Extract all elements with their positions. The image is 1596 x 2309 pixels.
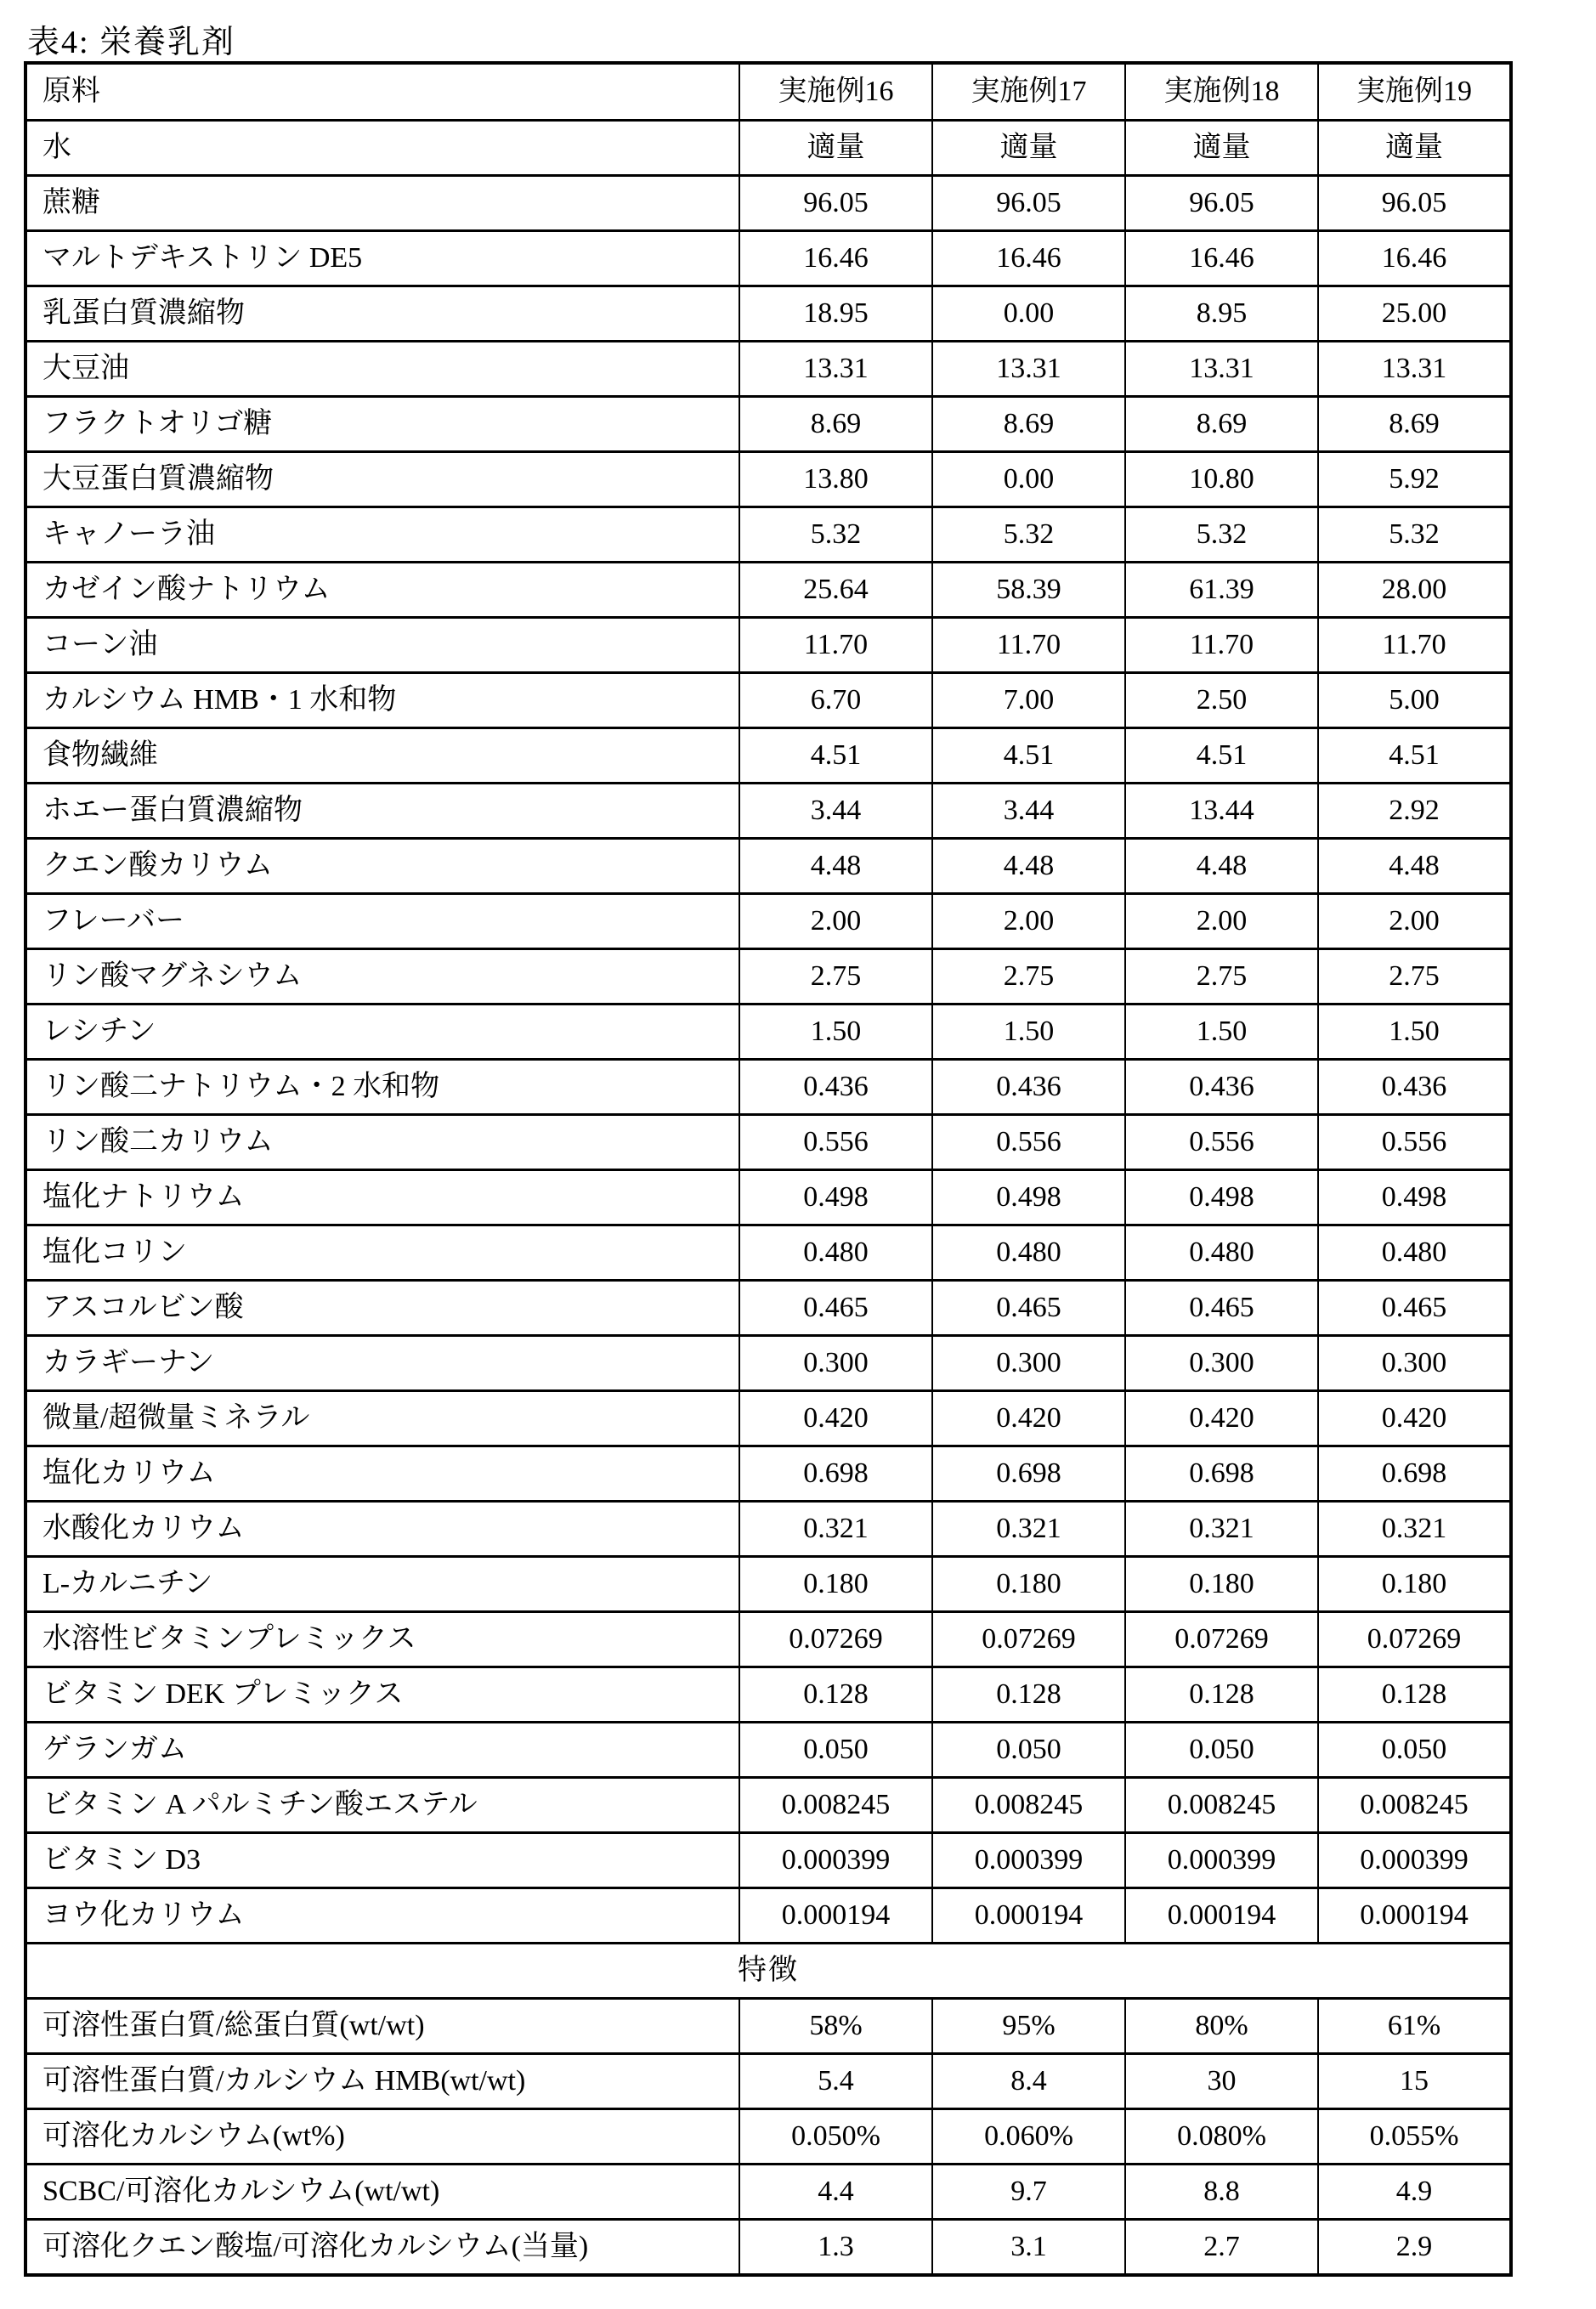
- value-cell: 1.50: [1125, 1005, 1318, 1060]
- column-header-example-19: 実施例19: [1318, 63, 1511, 121]
- value-cell: 4.48: [1318, 839, 1511, 894]
- row-label-cell: カルシウム HMB・1 水和物: [25, 673, 739, 728]
- value-cell: 8.69: [739, 397, 932, 452]
- row-label-cell: 可溶性蛋白質/総蛋白質(wt/wt): [25, 1999, 739, 2054]
- row-label-cell: カラギーナン: [25, 1336, 739, 1391]
- value-cell: 61%: [1318, 1999, 1511, 2054]
- value-cell: 5.32: [739, 507, 932, 563]
- value-cell: 0.420: [1318, 1391, 1511, 1446]
- row-label-cell: ビタミン A パルミチン酸エステル: [25, 1778, 739, 1833]
- value-cell: 0.128: [1318, 1667, 1511, 1723]
- ingredient-row: [25, 1225, 1511, 1281]
- value-cell: 0.480: [1125, 1225, 1318, 1281]
- value-cell: 3.44: [932, 784, 1125, 839]
- ingredient-row: [25, 1446, 1511, 1502]
- value-cell: 61.39: [1125, 563, 1318, 618]
- value-cell: 0.050: [932, 1723, 1125, 1778]
- value-cell: 13.31: [932, 342, 1125, 397]
- row-label-cell: 微量/超微量ミネラル: [25, 1391, 739, 1446]
- value-cell: 11.70: [1125, 618, 1318, 673]
- value-cell: 0.008245: [1318, 1778, 1511, 1833]
- value-cell: 2.00: [932, 894, 1125, 949]
- ingredient-row: [25, 1060, 1511, 1115]
- value-cell: 0.000194: [1125, 1888, 1318, 1944]
- value-cell: 0.480: [739, 1225, 932, 1281]
- value-cell: 2.7: [1125, 2220, 1318, 2276]
- value-cell: 0.480: [1318, 1225, 1511, 1281]
- value-cell: 4.51: [1125, 728, 1318, 784]
- value-cell: 96.05: [739, 176, 932, 231]
- value-cell: 13.80: [739, 452, 932, 507]
- value-cell: 0.498: [1125, 1170, 1318, 1225]
- value-cell: 13.31: [1318, 342, 1511, 397]
- value-cell: 0.321: [1125, 1502, 1318, 1557]
- value-cell: 9.7: [932, 2165, 1125, 2220]
- value-cell: 適量: [1125, 121, 1318, 176]
- ingredient-row: [25, 949, 1511, 1005]
- value-cell: 4.48: [739, 839, 932, 894]
- row-label-cell: ホエー蛋白質濃縮物: [25, 784, 739, 839]
- section-header-label: 特徴: [25, 1944, 1511, 1999]
- ingredient-row: [25, 618, 1511, 673]
- value-cell: 8.8: [1125, 2165, 1318, 2220]
- value-cell: 0.300: [932, 1336, 1125, 1391]
- value-cell: 0.008245: [739, 1778, 932, 1833]
- value-cell: 5.32: [932, 507, 1125, 563]
- column-header-example-18: 実施例18: [1125, 63, 1318, 121]
- value-cell: 0.000399: [1318, 1833, 1511, 1888]
- value-cell: 0.00: [932, 286, 1125, 342]
- value-cell: 0.698: [1318, 1446, 1511, 1502]
- value-cell: 0.050: [739, 1723, 932, 1778]
- row-label-cell: レシチン: [25, 1005, 739, 1060]
- row-label-cell: 大豆油: [25, 342, 739, 397]
- value-cell: 2.00: [1318, 894, 1511, 949]
- value-cell: 0.000399: [932, 1833, 1125, 1888]
- value-cell: 28.00: [1318, 563, 1511, 618]
- value-cell: 0.300: [739, 1336, 932, 1391]
- feature-row: [25, 2054, 1511, 2109]
- value-cell: 0.180: [1125, 1557, 1318, 1612]
- value-cell: 0.050%: [739, 2109, 932, 2165]
- value-cell: 1.50: [1318, 1005, 1511, 1060]
- row-label-cell: 塩化コリン: [25, 1225, 739, 1281]
- ingredient-row: [25, 673, 1511, 728]
- row-label-cell: 食物繊維: [25, 728, 739, 784]
- row-label-cell: SCBC/可溶化カルシウム(wt/wt): [25, 2165, 739, 2220]
- value-cell: 0.436: [739, 1060, 932, 1115]
- value-cell: 2.75: [932, 949, 1125, 1005]
- value-cell: 0.498: [739, 1170, 932, 1225]
- feature-row: [25, 2165, 1511, 2220]
- ingredient-row: [25, 1778, 1511, 1833]
- value-cell: 0.07269: [1125, 1612, 1318, 1667]
- feature-row: [25, 1999, 1511, 2054]
- value-cell: 8.69: [1125, 397, 1318, 452]
- value-cell: 96.05: [932, 176, 1125, 231]
- value-cell: 0.180: [739, 1557, 932, 1612]
- value-cell: 0.080%: [1125, 2109, 1318, 2165]
- value-cell: 2.75: [1125, 949, 1318, 1005]
- value-cell: 0.050: [1125, 1723, 1318, 1778]
- value-cell: 58.39: [932, 563, 1125, 618]
- value-cell: 0.698: [932, 1446, 1125, 1502]
- row-label-cell: ゲランガム: [25, 1723, 739, 1778]
- ingredient-row: [25, 1391, 1511, 1446]
- value-cell: 4.48: [932, 839, 1125, 894]
- value-cell: 0.420: [932, 1391, 1125, 1446]
- value-cell: 0.436: [1318, 1060, 1511, 1115]
- value-cell: 5.4: [739, 2054, 932, 2109]
- section-header-row: [25, 1944, 1511, 1999]
- value-cell: 8.4: [932, 2054, 1125, 2109]
- ingredient-row: [25, 784, 1511, 839]
- ingredient-row: [25, 1005, 1511, 1060]
- ingredient-row: [25, 728, 1511, 784]
- value-cell: 0.420: [1125, 1391, 1318, 1446]
- value-cell: 0.465: [1125, 1281, 1318, 1336]
- value-cell: 96.05: [1318, 176, 1511, 231]
- ingredient-row: [25, 121, 1511, 176]
- value-cell: 0.300: [1125, 1336, 1318, 1391]
- value-cell: 13.44: [1125, 784, 1318, 839]
- value-cell: 1.3: [739, 2220, 932, 2276]
- row-label-cell: カゼイン酸ナトリウム: [25, 563, 739, 618]
- row-label-cell: マルトデキストリン DE5: [25, 231, 739, 286]
- value-cell: 0.321: [932, 1502, 1125, 1557]
- ingredient-row: [25, 1667, 1511, 1723]
- row-label-cell: 大豆蛋白質濃縮物: [25, 452, 739, 507]
- value-cell: 2.9: [1318, 2220, 1511, 2276]
- value-cell: 1.50: [739, 1005, 932, 1060]
- ingredient-row: [25, 1723, 1511, 1778]
- feature-row: [25, 2220, 1511, 2276]
- value-cell: 11.70: [739, 618, 932, 673]
- row-label-cell: キャノーラ油: [25, 507, 739, 563]
- value-cell: 0.556: [1318, 1115, 1511, 1170]
- value-cell: 0.00: [932, 452, 1125, 507]
- value-cell: 8.69: [1318, 397, 1511, 452]
- value-cell: 0.000399: [739, 1833, 932, 1888]
- value-cell: 0.000194: [932, 1888, 1125, 1944]
- row-label-cell: 可溶性蛋白質/カルシウム HMB(wt/wt): [25, 2054, 739, 2109]
- ingredient-row: [25, 1281, 1511, 1336]
- value-cell: 8.69: [932, 397, 1125, 452]
- value-cell: 5.32: [1318, 507, 1511, 563]
- value-cell: 13.31: [739, 342, 932, 397]
- row-label-cell: フラクトオリゴ糖: [25, 397, 739, 452]
- ingredient-row: [25, 839, 1511, 894]
- value-cell: 0.698: [739, 1446, 932, 1502]
- value-cell: 0.000194: [739, 1888, 932, 1944]
- row-label-cell: リン酸二カリウム: [25, 1115, 739, 1170]
- row-label-cell: 蔗糖: [25, 176, 739, 231]
- value-cell: 4.4: [739, 2165, 932, 2220]
- row-label-cell: 水酸化カリウム: [25, 1502, 739, 1557]
- value-cell: 0.556: [739, 1115, 932, 1170]
- value-cell: 適量: [932, 121, 1125, 176]
- value-cell: 0.000399: [1125, 1833, 1318, 1888]
- value-cell: 2.00: [739, 894, 932, 949]
- ingredient-row: [25, 1557, 1511, 1612]
- value-cell: 3.1: [932, 2220, 1125, 2276]
- ingredient-row: [25, 563, 1511, 618]
- value-cell: 0.128: [739, 1667, 932, 1723]
- ingredient-row: [25, 342, 1511, 397]
- value-cell: 16.46: [739, 231, 932, 286]
- row-label-cell: L-カルニチン: [25, 1557, 739, 1612]
- value-cell: 4.51: [1318, 728, 1511, 784]
- value-cell: 0.465: [739, 1281, 932, 1336]
- ingredient-row: [25, 1833, 1511, 1888]
- row-label-cell: 可溶化クエン酸塩/可溶化カルシウム(当量): [25, 2220, 739, 2276]
- ingredient-row: [25, 894, 1511, 949]
- row-label-cell: リン酸二ナトリウム・2 水和物: [25, 1060, 739, 1115]
- value-cell: 16.46: [932, 231, 1125, 286]
- value-cell: 0.465: [1318, 1281, 1511, 1336]
- column-header-ingredient: 原料: [25, 63, 739, 121]
- value-cell: 0.420: [739, 1391, 932, 1446]
- row-label-cell: リン酸マグネシウム: [25, 949, 739, 1005]
- value-cell: 0.300: [1318, 1336, 1511, 1391]
- row-label-cell: 水溶性ビタミンプレミックス: [25, 1612, 739, 1667]
- value-cell: 0.07269: [932, 1612, 1125, 1667]
- feature-row: [25, 2109, 1511, 2165]
- value-cell: 15: [1318, 2054, 1511, 2109]
- value-cell: 2.75: [1318, 949, 1511, 1005]
- ingredient-row: [25, 452, 1511, 507]
- ingredient-row: [25, 507, 1511, 563]
- row-label-cell: 塩化カリウム: [25, 1446, 739, 1502]
- value-cell: 13.31: [1125, 342, 1318, 397]
- row-label-cell: 可溶化カルシウム(wt%): [25, 2109, 739, 2165]
- value-cell: 6.70: [739, 673, 932, 728]
- value-cell: 0.008245: [1125, 1778, 1318, 1833]
- table-title: 表4: 栄養乳剤: [27, 25, 236, 60]
- column-header-example-17: 実施例17: [932, 63, 1125, 121]
- value-cell: 2.92: [1318, 784, 1511, 839]
- value-cell: 0.180: [932, 1557, 1125, 1612]
- table-header-row: [25, 63, 1511, 121]
- value-cell: 16.46: [1318, 231, 1511, 286]
- value-cell: 2.75: [739, 949, 932, 1005]
- value-cell: 0.498: [1318, 1170, 1511, 1225]
- value-cell: 4.51: [932, 728, 1125, 784]
- row-label-cell: ビタミン D3: [25, 1833, 739, 1888]
- ingredient-row: [25, 397, 1511, 452]
- value-cell: 0.000194: [1318, 1888, 1511, 1944]
- value-cell: 16.46: [1125, 231, 1318, 286]
- value-cell: 0.180: [1318, 1557, 1511, 1612]
- value-cell: 5.92: [1318, 452, 1511, 507]
- value-cell: 2.00: [1125, 894, 1318, 949]
- nutrition-table: [24, 61, 1513, 2277]
- ingredient-row: [25, 286, 1511, 342]
- table-body: [25, 121, 1511, 2276]
- value-cell: 0.07269: [1318, 1612, 1511, 1667]
- value-cell: 96.05: [1125, 176, 1318, 231]
- row-label-cell: クエン酸カリウム: [25, 839, 739, 894]
- ingredient-row: [25, 1612, 1511, 1667]
- value-cell: 4.51: [739, 728, 932, 784]
- row-label-cell: 水: [25, 121, 739, 176]
- value-cell: 2.50: [1125, 673, 1318, 728]
- ingredient-row: [25, 1888, 1511, 1944]
- table-row: [25, 63, 1511, 121]
- value-cell: 0.498: [932, 1170, 1125, 1225]
- row-label-cell: 乳蛋白質濃縮物: [25, 286, 739, 342]
- value-cell: 0.07269: [739, 1612, 932, 1667]
- value-cell: 適量: [739, 121, 932, 176]
- value-cell: 0.128: [1125, 1667, 1318, 1723]
- ingredient-row: [25, 1336, 1511, 1391]
- row-label-cell: ヨウ化カリウム: [25, 1888, 739, 1944]
- value-cell: 0.465: [932, 1281, 1125, 1336]
- value-cell: 0.556: [932, 1115, 1125, 1170]
- value-cell: 0.698: [1125, 1446, 1318, 1502]
- value-cell: 1.50: [932, 1005, 1125, 1060]
- ingredient-row: [25, 1502, 1511, 1557]
- ingredient-row: [25, 1170, 1511, 1225]
- ingredient-row: [25, 176, 1511, 231]
- row-label-cell: アスコルビン酸: [25, 1281, 739, 1336]
- ingredient-row: [25, 1115, 1511, 1170]
- value-cell: 0.128: [932, 1667, 1125, 1723]
- ingredient-row: [25, 231, 1511, 286]
- value-cell: 3.44: [739, 784, 932, 839]
- value-cell: 0.480: [932, 1225, 1125, 1281]
- value-cell: 0.321: [739, 1502, 932, 1557]
- value-cell: 10.80: [1125, 452, 1318, 507]
- value-cell: 95%: [932, 1999, 1125, 2054]
- row-label-cell: フレーバー: [25, 894, 739, 949]
- value-cell: 0.008245: [932, 1778, 1125, 1833]
- value-cell: 5.32: [1125, 507, 1318, 563]
- value-cell: 適量: [1318, 121, 1511, 176]
- value-cell: 4.9: [1318, 2165, 1511, 2220]
- column-header-example-16: 実施例16: [739, 63, 932, 121]
- value-cell: 0.436: [932, 1060, 1125, 1115]
- value-cell: 18.95: [739, 286, 932, 342]
- value-cell: 30: [1125, 2054, 1318, 2109]
- value-cell: 25.64: [739, 563, 932, 618]
- value-cell: 8.95: [1125, 286, 1318, 342]
- value-cell: 80%: [1125, 1999, 1318, 2054]
- value-cell: 58%: [739, 1999, 932, 2054]
- value-cell: 0.060%: [932, 2109, 1125, 2165]
- value-cell: 11.70: [1318, 618, 1511, 673]
- value-cell: 0.055%: [1318, 2109, 1511, 2165]
- value-cell: 0.050: [1318, 1723, 1511, 1778]
- value-cell: 0.436: [1125, 1060, 1318, 1115]
- value-cell: 0.321: [1318, 1502, 1511, 1557]
- value-cell: 11.70: [932, 618, 1125, 673]
- value-cell: 4.48: [1125, 839, 1318, 894]
- row-label-cell: 塩化ナトリウム: [25, 1170, 739, 1225]
- value-cell: 5.00: [1318, 673, 1511, 728]
- row-label-cell: ビタミン DEK プレミックス: [25, 1667, 739, 1723]
- row-label-cell: コーン油: [25, 618, 739, 673]
- value-cell: 7.00: [932, 673, 1125, 728]
- value-cell: 25.00: [1318, 286, 1511, 342]
- value-cell: 0.556: [1125, 1115, 1318, 1170]
